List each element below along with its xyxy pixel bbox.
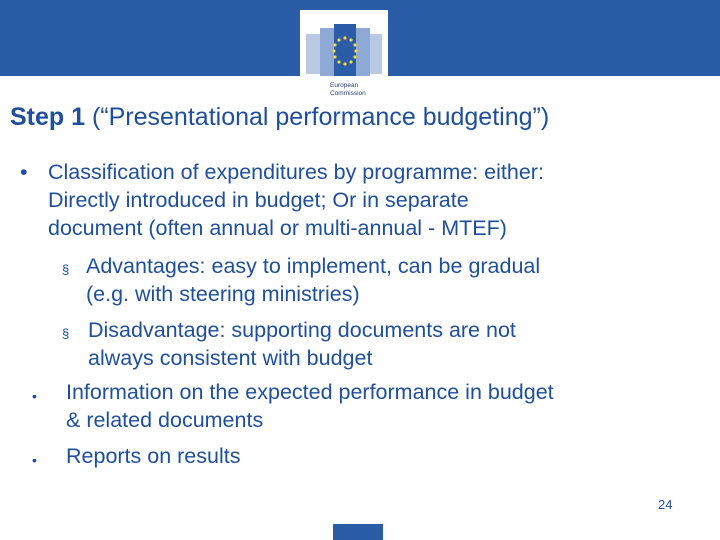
bullet-text: Reports on results [66,444,241,468]
european-commission-logo [300,10,388,100]
bullet-text: & related documents [66,408,264,432]
bullet-text: Information on the expected performance in budget [66,380,554,404]
footer-bar [333,524,383,540]
logo-line-2: Commission [330,89,366,97]
logo-line-1: European [330,82,359,89]
sub-bullet-text: Advantages: easy to implement, can be gradual [86,254,541,278]
title-step: Step 1 [10,103,86,131]
logo-wordmark [330,82,390,97]
bullet-text: Directly introduced in budget; Or in separate [48,188,469,212]
title-rest: (“Presentational performance budgeting”) [85,103,550,131]
sub-bullet-text: (e.g. with steering ministries) [86,282,360,306]
slide-title [10,103,549,132]
bullet-marker: • [20,160,28,184]
bullet-marker: • [32,452,37,468]
page-number: 24 [658,497,673,512]
sub-bullet-text: always consistent with budget [88,346,373,370]
sub-bullet-marker: § [62,262,70,277]
bullet-marker: • [32,388,37,404]
sub-bullet-marker: § [62,326,70,341]
bullet-text: document (often annual or multi-annual - MTEF) [48,216,507,240]
bullet-text: Classification of expenditures by programme: either: [48,160,544,184]
sub-bullet-text: Disadvantage: supporting documents are not [88,318,516,342]
